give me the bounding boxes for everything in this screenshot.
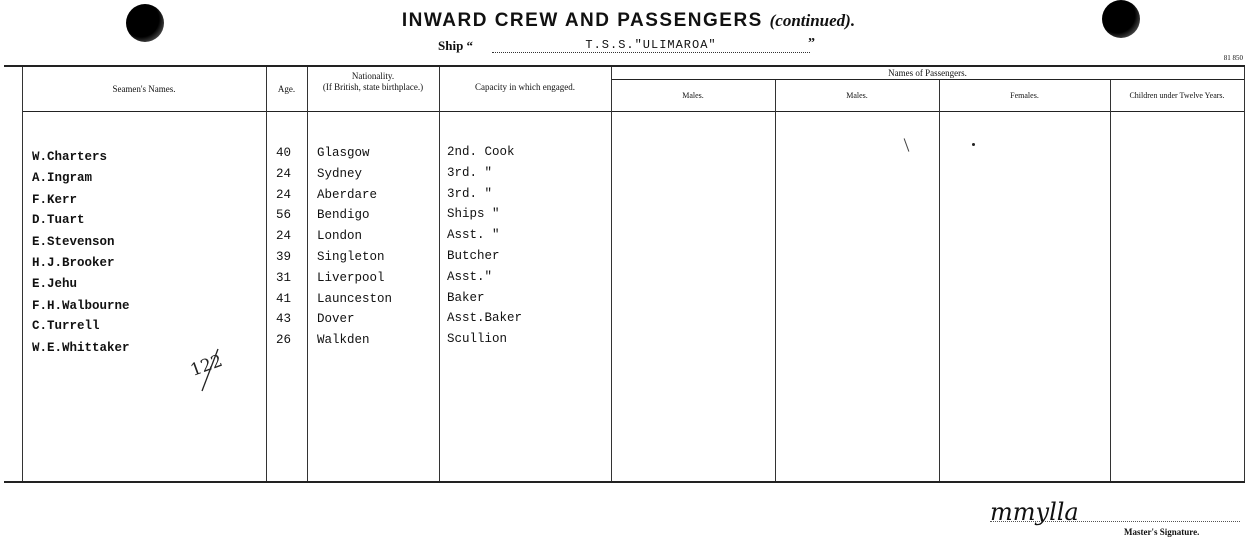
header-capacity: Capacity in which engaged. [475,82,575,92]
passenger-group-divider [611,79,1245,80]
signature-line [990,521,1240,522]
col-line-left [22,67,23,481]
header-passengers-group: Names of Passengers. [888,68,967,78]
header-nationality-sub: (If British, state birthplace.) [322,82,424,92]
col-line-right [1244,67,1245,481]
header-seamen-names: Seamen's Names. [112,84,176,94]
crew-name: D.Tuart [32,213,85,227]
crew-nationality: Singleton [317,250,385,264]
ink-tick [904,138,910,151]
crew-capacity: Baker [447,291,485,305]
crew-capacity: 2nd. Cook [447,145,515,159]
annotation-text: 122 [187,350,226,381]
crew-name: F.H.Walbourne [32,299,130,313]
crew-name: C.Turrell [32,319,100,333]
header-nationality-label: Nationality. [351,71,395,81]
form-title-main: INWARD CREW AND PASSENGERS [401,10,763,31]
crew-name: W.E.Whittaker [32,341,130,355]
crew-capacity: Scullion [447,332,508,346]
master-signature-text: mmylla [990,498,1079,526]
form-number: 81 850 [1223,54,1243,62]
crew-nationality: Launceston [317,292,393,306]
crew-name: E.Stevenson [32,235,115,249]
header-nationality [307,71,439,93]
crew-nationality: Sydney [317,167,363,181]
crew-age: 24 [276,188,292,202]
crew-name: A.Ingram [32,171,93,185]
col-line-passengers [611,67,612,481]
col-line-capacity [439,67,440,481]
crew-capacity: Asst. " [447,228,500,242]
master-signature-label: Master's Signature. [1124,527,1200,537]
crew-capacity: 3rd. " [447,187,493,201]
form-title [0,10,1257,32]
table-top-border [4,65,1245,67]
header-females: Females. [1010,91,1039,100]
col-line-age [266,67,267,481]
col-line-females [939,80,940,481]
crew-name: E.Jehu [32,277,78,291]
crew-name: W.Charters [32,150,108,164]
ink-dot [972,143,975,146]
crew-age: 40 [276,146,292,160]
crew-age: 39 [276,250,292,264]
crew-name: F.Kerr [32,193,78,207]
crew-age: 43 [276,312,292,326]
form-title-continued: (continued). [769,11,856,30]
header-males-2: Males. [846,91,868,100]
header-age: Age. [277,84,296,94]
handwritten-annotation [186,345,234,395]
header-children: Children under Twelve Years. [1129,91,1225,100]
header-males-1: Males. [682,91,704,100]
crew-nationality: Aberdare [317,188,378,202]
crew-age: 26 [276,333,292,347]
crew-nationality: London [317,229,363,243]
col-line-children [1110,80,1111,481]
crew-age: 41 [276,292,292,306]
master-signature [988,498,1158,528]
crew-nationality: Liverpool [317,271,385,285]
crew-age: 24 [276,229,292,243]
crew-name: H.J.Brooker [32,256,115,270]
ship-name: T.S.S."ULIMAROA" [492,38,810,53]
table-bottom-border [4,481,1245,483]
crew-nationality: Glasgow [317,146,370,160]
crew-capacity: Ships " [447,207,500,221]
crew-nationality: Walkden [317,333,370,347]
ship-close-quote: ” [808,36,815,51]
crew-capacity: Butcher [447,249,500,263]
crew-nationality: Bendigo [317,208,370,222]
col-line-nationality [307,67,308,481]
crew-capacity: 3rd. " [447,166,493,180]
crew-nationality: Dover [317,312,355,326]
crew-age: 56 [276,208,292,222]
crew-capacity: Asst.Baker [447,311,523,325]
crew-age: 31 [276,271,292,285]
col-line-males-2 [775,80,776,481]
header-bottom-border [22,111,1245,112]
crew-age: 24 [276,167,292,181]
ship-label: Ship “ [438,38,474,53]
crew-capacity: Asst." [447,270,493,284]
